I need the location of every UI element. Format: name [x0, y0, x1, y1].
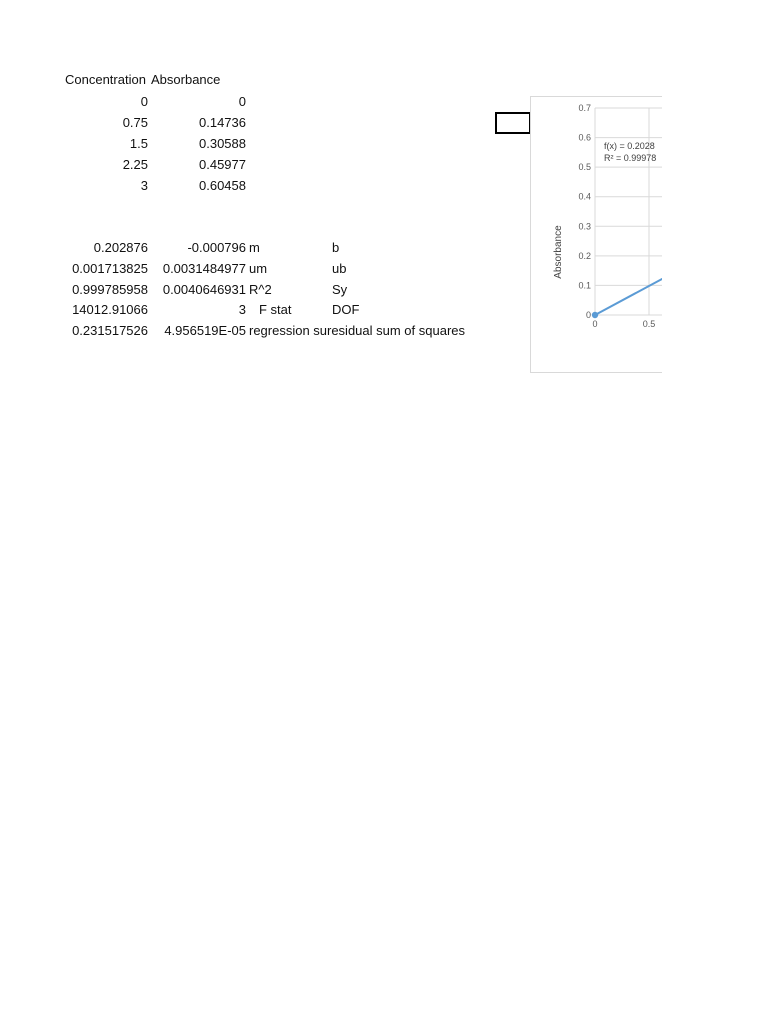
- regression-label[interactable]: m: [249, 240, 260, 255]
- chart-plot: [531, 97, 662, 373]
- abs-value[interactable]: 0.14736: [199, 115, 246, 130]
- y-tick-label: 0.6: [578, 132, 591, 143]
- y-axis-title: Absorbance: [553, 225, 564, 279]
- regression-label[interactable]: b: [332, 240, 340, 255]
- y-tick-label: 0.4: [578, 191, 591, 202]
- regression-label[interactable]: Sy: [332, 282, 348, 297]
- conc-value[interactable]: 2.25: [122, 157, 148, 172]
- regression-label[interactable]: ub: [332, 261, 347, 276]
- regression-cell[interactable]: 0.202876: [93, 240, 148, 255]
- regression-cell[interactable]: 0.0031484977: [162, 261, 246, 276]
- abs-value[interactable]: 0: [238, 94, 246, 109]
- selected-cell[interactable]: [495, 112, 531, 134]
- regression-label[interactable]: R^2: [249, 282, 272, 297]
- regression-cell[interactable]: 0.231517526: [72, 323, 148, 338]
- abs-value[interactable]: 0.30588: [199, 136, 246, 151]
- y-tick-label: 0.7: [578, 103, 591, 113]
- conc-value[interactable]: 1.5: [129, 136, 148, 151]
- y-tick-label: 0.3: [578, 221, 591, 232]
- conc-value[interactable]: 0.75: [122, 115, 148, 130]
- abs-value[interactable]: 0.45977: [199, 157, 246, 172]
- regression-label[interactable]: DOF: [332, 302, 360, 317]
- header-absorbance[interactable]: Absorbance: [151, 72, 221, 87]
- data-point[interactable]: [592, 312, 598, 318]
- regression-label[interactable]: F stat: [259, 302, 292, 317]
- absorbance-chart[interactable]: [530, 96, 662, 373]
- regression-cell[interactable]: 0.001713825: [72, 261, 148, 276]
- conc-value[interactable]: 3: [140, 178, 148, 193]
- abs-value[interactable]: 0.60458: [199, 178, 246, 193]
- regression-cell[interactable]: -0.000796: [187, 240, 246, 255]
- regression-label[interactable]: residual sum of squares: [327, 323, 466, 338]
- trendline-r2: R² = 0.99978: [604, 153, 657, 163]
- regression-label[interactable]: um: [249, 261, 268, 276]
- regression-cell[interactable]: 0.0040646931: [162, 282, 246, 297]
- header-concentration[interactable]: Concentration: [65, 72, 146, 87]
- y-tick-label: 0.5: [578, 162, 591, 173]
- regression-cell[interactable]: 14012.91066: [72, 302, 148, 317]
- conc-value[interactable]: 0: [140, 94, 148, 109]
- y-tick-label: 0: [585, 310, 591, 320]
- y-tick-label: 0.1: [578, 280, 591, 291]
- regression-label[interactable]: regression su: [249, 323, 327, 338]
- regression-cell[interactable]: 0.999785958: [72, 282, 148, 297]
- regression-cell[interactable]: 3: [238, 302, 246, 317]
- regression-cell[interactable]: 4.956519E-05: [164, 323, 246, 338]
- series-line: [595, 136, 662, 315]
- trendline-equation: f(x) = 0.2028: [604, 141, 655, 151]
- x-tick-label: 0: [592, 319, 598, 329]
- y-tick-label: 0.2: [578, 250, 591, 261]
- x-tick-label: 0.5: [642, 319, 656, 329]
